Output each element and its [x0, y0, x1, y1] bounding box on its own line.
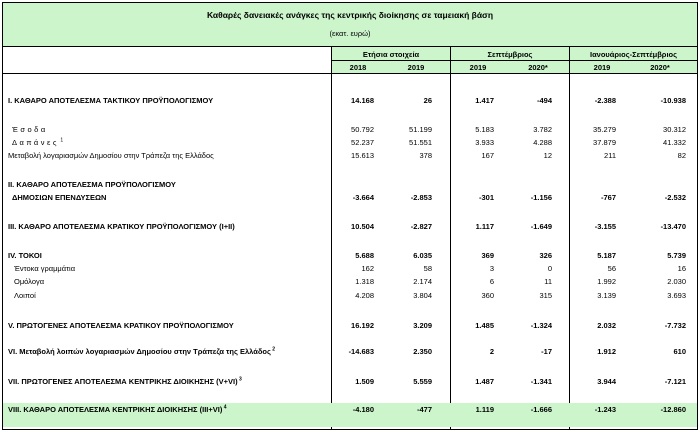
cell-value: 3.209: [413, 321, 432, 330]
cell-value: 369: [481, 251, 494, 260]
header-rule: [332, 60, 697, 61]
cell-value: 16.192: [351, 321, 374, 330]
cell-value: 3.933: [475, 138, 494, 147]
cell-value: 5.688: [355, 251, 374, 260]
cell-value: 167: [481, 151, 494, 160]
year-header: 2019: [469, 63, 487, 72]
cell-value: 15.613: [351, 151, 374, 160]
cell-value: 378: [419, 151, 432, 160]
cell-value: 5.559: [413, 377, 432, 386]
cell-value: 16: [677, 264, 686, 273]
cell-value: -17: [541, 347, 552, 356]
cell-value: 35.279: [593, 125, 616, 134]
cell-value: 2.030: [667, 277, 686, 286]
row-label-text: II. ΚΑΘΑΡΟ ΑΠΟΤΕΛΕΣΜΑ ΠΡΟΫΠΟΛΟΓΙΣΜΟΥ: [8, 180, 176, 189]
row-label: [12, 138, 63, 147]
year-header: 2019: [593, 63, 611, 72]
cell-value: 3.944: [597, 377, 616, 386]
cell-value: -2.827: [410, 222, 432, 231]
cell-value: 51.551: [409, 138, 432, 147]
cell-value: 6: [489, 277, 494, 286]
row-label: [14, 277, 44, 286]
cell-value: 326: [539, 251, 552, 260]
footnote-marker: 2: [270, 346, 276, 353]
cell-value: -1.341: [530, 377, 552, 386]
table-title: Καθαρές δανειακές ανάγκες της κεντρικής διοίκησης σε ταμειακή βάση: [206, 10, 494, 20]
cell-value: 11: [544, 277, 552, 286]
cell-value: 12: [543, 151, 552, 160]
cell-value: 37.879: [593, 138, 616, 147]
row-label: [8, 347, 275, 356]
cell-value: 1.992: [597, 277, 616, 286]
cell-value: -494: [536, 96, 552, 105]
row-label-text: Ομόλογα: [14, 277, 45, 286]
cell-value: -10.938: [660, 96, 686, 105]
cell-value: 51.199: [409, 125, 432, 134]
cell-value: -13.470: [660, 222, 686, 231]
header-september: Σεπτέμβριος: [487, 50, 533, 59]
cell-value: 4.208: [355, 291, 374, 300]
header-annual: Ετήσια στοιχεία: [362, 50, 420, 59]
cell-value: -7.121: [664, 377, 686, 386]
cell-value: -1.666: [530, 405, 552, 414]
cell-value: -1.324: [530, 321, 552, 330]
cell-value: 610: [673, 347, 686, 356]
cell-value: 3.782: [533, 125, 552, 134]
cell-value: 1.487: [475, 377, 494, 386]
footnote-marker: 4: [222, 404, 227, 411]
row-label: [14, 264, 75, 273]
cell-value: 52.237: [351, 138, 374, 147]
row-label: [8, 96, 213, 105]
row-label-text: VI. Μεταβολή λοιπών λογαριασμών Δημοσίου στην Τράπεζα της Ελλάδος: [8, 347, 271, 356]
cell-value: 1.485: [475, 321, 494, 330]
table-subtitle: (εκατ. ευρώ): [329, 29, 371, 38]
cell-value: 14.168: [351, 96, 374, 105]
cell-value: 1.318: [355, 277, 374, 286]
cell-value: 41.332: [663, 138, 686, 147]
row-label-text: Έσοδα: [12, 125, 48, 134]
cell-value: 3.693: [667, 291, 686, 300]
year-header: 2020*: [528, 63, 548, 72]
row-label-text: Λοιποί: [14, 291, 36, 300]
row-label: [12, 193, 106, 202]
title-band: [3, 3, 697, 47]
cell-value: -1.649: [530, 222, 552, 231]
row-label: [8, 180, 176, 189]
cell-value: -1.156: [530, 193, 552, 202]
cell-value: 5.739: [667, 251, 686, 260]
cell-value: -4.180: [352, 405, 374, 414]
cell-value: 5.187: [597, 251, 616, 260]
cell-value: -3.664: [352, 193, 374, 202]
cell-value: -7.732: [664, 321, 686, 330]
row-label-text: VIII. ΚΑΘΑΡΟ ΑΠΟΤΕΛΕΣΜΑ ΚΕΝΤΡΙΚΗΣ ΔΙΟΙΚΗΣΗΣ (III+VI): [8, 405, 223, 414]
row-label: [8, 321, 234, 330]
cell-value: 1.417: [475, 96, 494, 105]
row-label-text: Έντοκα γραμμάτια: [14, 264, 76, 273]
cell-value: 1.912: [597, 347, 616, 356]
row-label: [8, 222, 235, 231]
footnote-marker: 1: [58, 137, 64, 144]
cell-value: -767: [600, 193, 616, 202]
row-label-text: IV. ΤΟΚΟΙ: [8, 251, 42, 260]
row-label: [8, 151, 214, 160]
row-label-text: VII. ΠΡΩΤΟΓΕΝΕΣ ΑΠΟΤΕΛΕΣΜΑ ΚΕΝΤΡΙΚΗΣ ΔΙΟΙΚΗΣΗΣ (V+VI): [8, 377, 238, 386]
cell-value: 2.350: [413, 347, 432, 356]
row-label-text: ΔΗΜΟΣΙΩΝ ΕΠΕΝΔΥΣΕΩΝ: [12, 193, 107, 202]
cell-value: 6.035: [413, 251, 432, 260]
cell-value: -2.388: [594, 96, 616, 105]
cell-value: 56: [607, 264, 616, 273]
row-label: [8, 405, 227, 414]
cell-value: -3.155: [594, 222, 616, 231]
cell-value: 0: [547, 264, 552, 273]
cell-value: -1.243: [594, 405, 616, 414]
cell-value: 211: [604, 151, 616, 160]
cell-value: 30.312: [663, 125, 686, 134]
cell-value: 1.119: [475, 405, 494, 414]
cell-value: -14.683: [348, 347, 374, 356]
cell-value: 10.504: [351, 222, 374, 231]
row-label-text: Μεταβολή λογαριασμών Δημοσίου στην Τράπεζα της Ελλάδος: [8, 151, 214, 160]
cell-value: 360: [481, 291, 494, 300]
cell-value: 162: [361, 264, 374, 273]
cell-value: 3: [489, 264, 494, 273]
cell-value: 2: [489, 347, 494, 356]
year-header: 2019: [407, 63, 425, 72]
header-jan-sep: Ιανουάριος-Σεπτέμβριος: [589, 50, 678, 59]
cell-value: 1.117: [475, 222, 494, 231]
cell-value: 3.804: [413, 291, 432, 300]
row-label: [14, 291, 36, 300]
cell-value: -12.860: [660, 405, 686, 414]
year-header: 2018: [349, 63, 367, 72]
cell-value: 1.509: [355, 377, 374, 386]
cell-value: 5.183: [475, 125, 494, 134]
header-bottom-rule: [3, 73, 697, 74]
cell-value: 4.288: [533, 138, 552, 147]
cell-value: 58: [423, 264, 432, 273]
row-label-text: I. ΚΑΘΑΡΟ ΑΠΟΤΕΛΕΣΜΑ ΤΑΚΤΙΚΟΥ ΠΡΟΫΠΟΛΟΓΙΣΜΟΥ: [8, 96, 214, 105]
cell-value: -301: [478, 193, 494, 202]
row-label-text: V. ΠΡΩΤΟΓΕΝΕΣ ΑΠΟΤΕΛΕΣΜΑ ΚΡΑΤΙΚΟΥ ΠΡΟΫΠΟΛΟΓΙΣΜΟΥ: [8, 321, 234, 330]
cell-value: -2.532: [664, 193, 686, 202]
cell-value: 3.139: [597, 291, 616, 300]
cell-value: 50.792: [351, 125, 374, 134]
row-label: [12, 125, 48, 134]
cell-value: -477: [416, 405, 432, 414]
cell-value: 2.032: [597, 321, 616, 330]
cell-value: 315: [539, 291, 552, 300]
row-label: [8, 251, 42, 260]
footnote-marker: 3: [237, 376, 242, 383]
row-label: [8, 377, 242, 386]
row-label-text: Δαπάνες: [12, 138, 59, 147]
row-label-text: III. ΚΑΘΑΡΟ ΑΠΟΤΕΛΕΣΜΑ ΚΡΑΤΙΚΟΥ ΠΡΟΫΠΟΛΟΓΙΣΜΟΥ (I+II): [8, 222, 235, 231]
cell-value: 82: [677, 151, 686, 160]
cell-value: -2.853: [410, 193, 432, 202]
year-header: 2020*: [650, 63, 670, 72]
cell-value: 26: [423, 96, 432, 105]
cell-value: 2.174: [413, 277, 432, 286]
